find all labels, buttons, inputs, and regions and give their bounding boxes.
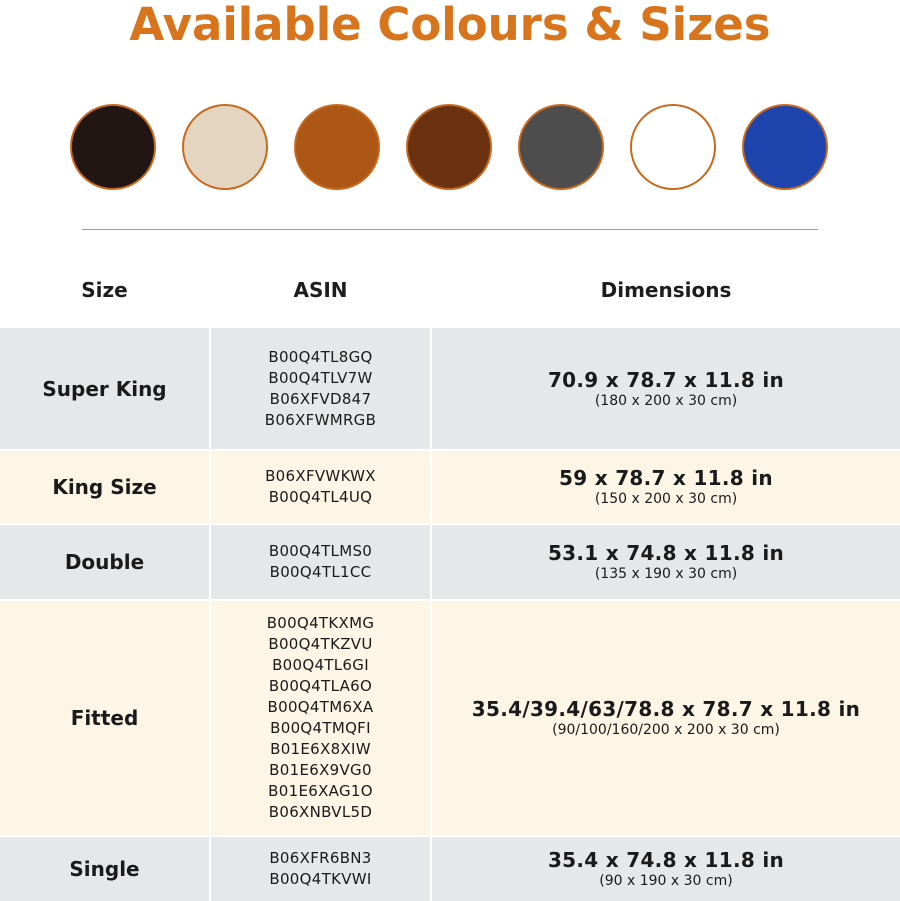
dimensions-cell bbox=[432, 525, 900, 599]
asin-code: B00Q4TL8GQ bbox=[268, 347, 373, 366]
color-swatch-royal-blue[interactable] bbox=[742, 104, 828, 190]
dimensions-cell bbox=[432, 328, 900, 449]
color-swatch-burnt-orange[interactable] bbox=[294, 104, 380, 190]
asin-cell bbox=[211, 525, 430, 599]
asin-code: B06XFR6BN3 bbox=[269, 849, 372, 867]
table-row bbox=[0, 451, 900, 523]
asin-code: B00Q4TM6XA bbox=[267, 698, 374, 716]
asin-cell bbox=[211, 451, 430, 523]
asin-code: B00Q4TL4UQ bbox=[268, 488, 373, 506]
asin-code: B00Q4TL1CC bbox=[269, 563, 372, 581]
asin-cell bbox=[211, 837, 430, 901]
table-row bbox=[0, 525, 900, 599]
asin-cell bbox=[211, 601, 430, 835]
dimensions-inches: 53.1 x 74.8 x 11.8 in bbox=[547, 541, 785, 565]
color-swatch-black[interactable] bbox=[70, 104, 156, 190]
size-cell: Fitted bbox=[70, 706, 139, 730]
asin-code: B06XFVD847 bbox=[269, 389, 372, 408]
asin-code: B01E6XAG1O bbox=[268, 782, 373, 800]
asin-code: B00Q4TLMS0 bbox=[268, 542, 373, 560]
color-swatch-chocolate[interactable] bbox=[406, 104, 492, 190]
color-swatches bbox=[0, 104, 900, 196]
header-size: Size bbox=[81, 278, 128, 302]
dimensions-cm: (90/100/160/200 x 200 x 30 cm) bbox=[552, 722, 780, 738]
asin-code: B01E6X9VG0 bbox=[269, 761, 372, 779]
asin-cell bbox=[211, 328, 430, 449]
divider bbox=[82, 229, 818, 230]
header-asin: ASIN bbox=[293, 278, 348, 302]
color-swatch-white[interactable] bbox=[630, 104, 716, 190]
asin-code: B00Q4TKXMG bbox=[266, 614, 375, 632]
size-cell: Single bbox=[69, 857, 140, 881]
color-swatch-grey[interactable] bbox=[518, 104, 604, 190]
dimensions-cell bbox=[432, 837, 900, 901]
dimensions-inches: 70.9 x 78.7 x 11.8 in bbox=[547, 367, 785, 392]
dimensions-inches: 35.4/39.4/63/78.8 x 78.7 x 11.8 in bbox=[471, 697, 861, 721]
dimensions-cell bbox=[432, 451, 900, 523]
dimensions-cm: (150 x 200 x 30 cm) bbox=[594, 491, 738, 507]
dimensions-inches: 59 x 78.7 x 11.8 in bbox=[559, 466, 773, 490]
asin-code: B06XFWMRGB bbox=[264, 410, 377, 429]
asin-code: B00Q4TKVWI bbox=[269, 870, 372, 888]
size-cell: Double bbox=[64, 550, 145, 574]
asin-code: B01E6X8XIW bbox=[270, 740, 371, 758]
asin-code: B00Q4TMQFI bbox=[270, 719, 371, 737]
dimensions-cm: (135 x 190 x 30 cm) bbox=[594, 566, 738, 582]
table-row bbox=[0, 837, 900, 901]
dimensions-cell bbox=[432, 601, 900, 835]
table-row bbox=[0, 328, 900, 449]
table-row bbox=[0, 601, 900, 835]
color-swatch-beige[interactable] bbox=[182, 104, 268, 190]
dimensions-inches: 35.4 x 74.8 x 11.8 in bbox=[547, 848, 785, 872]
asin-code: B00Q4TLV7W bbox=[268, 368, 373, 387]
asin-code: B00Q4TLA6O bbox=[268, 677, 373, 695]
page-title: Available Colours & Sizes bbox=[129, 0, 771, 51]
size-cell: King Size bbox=[52, 475, 157, 499]
asin-code: B00Q4TKZVU bbox=[268, 635, 373, 653]
dimensions-cm: (180 x 200 x 30 cm) bbox=[594, 392, 738, 409]
dimensions-cm: (90 x 190 x 30 cm) bbox=[599, 873, 733, 889]
size-cell: Super King bbox=[42, 376, 167, 401]
asin-code: B00Q4TL6GI bbox=[272, 656, 369, 674]
header-dimensions: Dimensions bbox=[600, 278, 732, 302]
asin-code: B06XNBVL5D bbox=[268, 803, 373, 821]
asin-code: B06XFVWKWX bbox=[265, 467, 376, 485]
